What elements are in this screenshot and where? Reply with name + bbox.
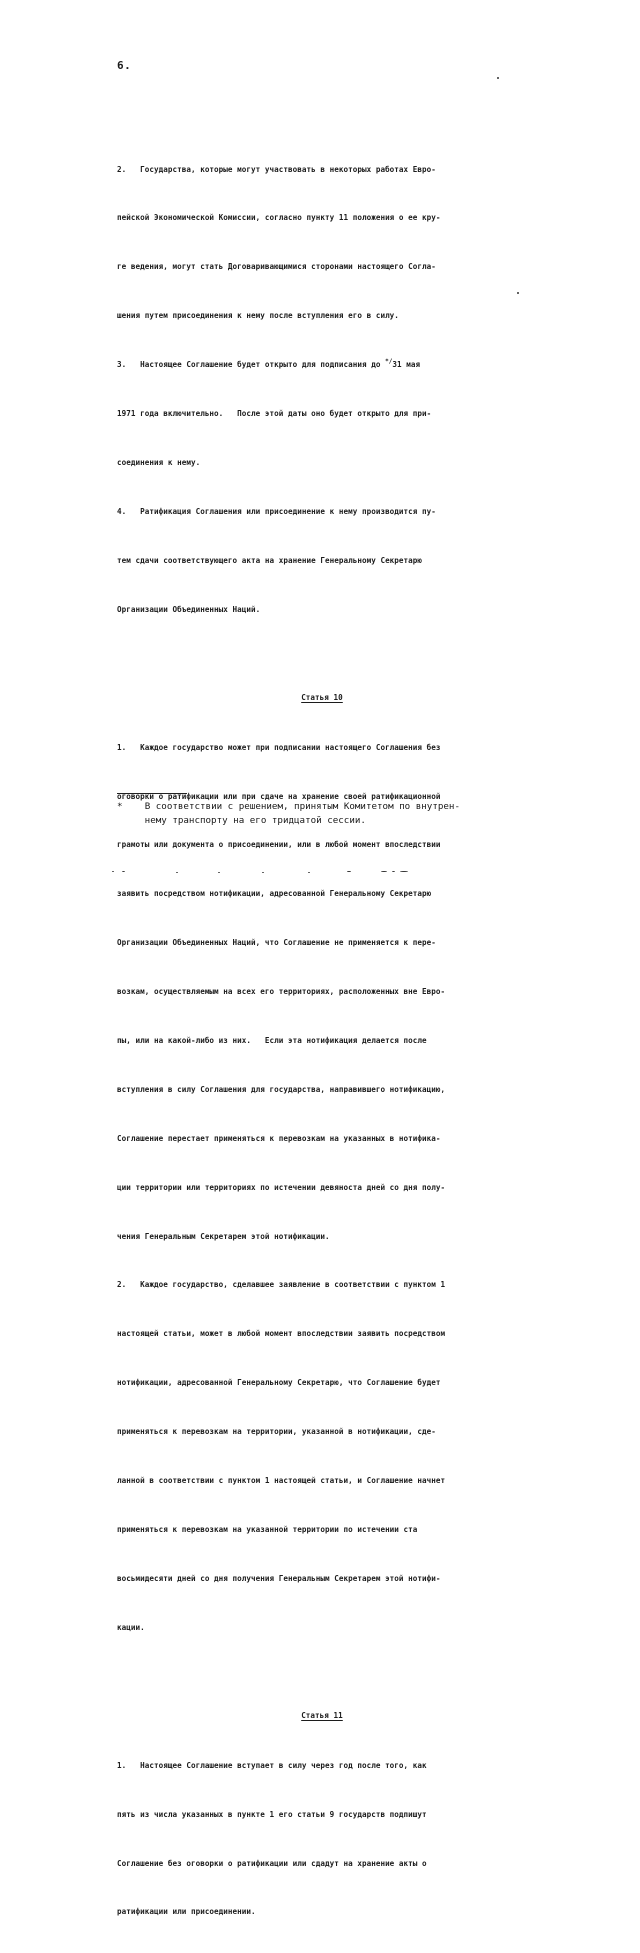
text-line: пы, или на какой-либо из них. Если эта нотификация делается после bbox=[117, 1036, 427, 1046]
scan-speck bbox=[122, 871, 125, 872]
text-line: применяться к перевозкам на указанной территории по истечении ста bbox=[117, 1524, 418, 1534]
text-line: вступления в силу Соглашения для государства, направившего нотификацию, bbox=[117, 1084, 446, 1094]
body-text bbox=[117, 129, 527, 1953]
text-line: ланной в соответствии с пунктом 1 настоящей статьи, и Соглашение начнет bbox=[117, 1476, 446, 1486]
text-line: оговорки о ратификации или при сдаче на хранение своей ратификационной bbox=[117, 791, 441, 801]
text-line: кации. bbox=[117, 1622, 145, 1632]
scan-speck bbox=[400, 871, 408, 872]
article-heading-text: Статья 10 bbox=[301, 693, 343, 703]
text-line: соединения к нему. bbox=[117, 457, 201, 467]
text-fragment: 3. Настоящее Соглашение будет открыто для подписания до bbox=[117, 360, 381, 370]
text-line: грамоты или документа о присоединении, или в любой момент впоследствии bbox=[117, 840, 441, 850]
scan-speck bbox=[381, 871, 387, 872]
footnote-divider bbox=[117, 793, 187, 794]
text-line: пять из числа указанных в пункте 1 его статьи 9 государств подпишут bbox=[117, 1809, 427, 1819]
text-line: 2. Каждое государство, сделавшее заявление в соответствии с пунктом 1 bbox=[117, 1280, 446, 1290]
footnote-line: нему транспорту на его тридцатой сессии. bbox=[144, 815, 366, 826]
scan-speck bbox=[497, 77, 499, 79]
article-heading bbox=[117, 1708, 527, 1725]
text-line: ратификации или присоединении. bbox=[117, 1907, 256, 1917]
article-heading bbox=[117, 690, 527, 707]
text-line: тем сдачи соответствующего акта на хранение Генеральному Секретарю bbox=[117, 555, 423, 565]
text-line: 1971 года включительно. После этой даты оно будет открыто для при- bbox=[117, 409, 432, 419]
text-line: заявить посредством нотификации, адресованной Генеральному Секретарю bbox=[117, 889, 432, 899]
text-line: 1. Настоящее Соглашение вступает в силу через год после того, как bbox=[117, 1760, 427, 1770]
text-line: ге ведения, могут стать Договаривающимися сторонами настоящего Согла- bbox=[117, 262, 436, 272]
text-line: настоящей статьи, может в любой момент впоследствии заявить посредством bbox=[117, 1329, 446, 1339]
text-line: применяться к перевозкам на территории, указанной в нотификации, сде- bbox=[117, 1427, 436, 1437]
footnote-line: В соответствии с решением, принятым Комитетом по внутрен- bbox=[144, 801, 460, 812]
text-fragment: 31 мая bbox=[392, 360, 421, 370]
text-line: Соглашение перестает применяться к перевозкам на указанных в нотифика- bbox=[117, 1133, 441, 1143]
scan-speck bbox=[176, 872, 178, 873]
scan-speck bbox=[218, 872, 220, 873]
text-line: 4. Ратификация Соглашения или присоединение к нему производится пу- bbox=[117, 506, 436, 516]
text-line: ции территории или территориях по истечении девяноста дней со дня полу- bbox=[117, 1182, 446, 1192]
text-line: возкам, осуществляемым на всех его территориях, расположенных вне Евро- bbox=[117, 987, 446, 997]
text-line: нотификации, адресованной Генеральному Секретарю, что Соглашение будет bbox=[117, 1378, 441, 1388]
text-line bbox=[117, 357, 527, 373]
text-line: чения Генеральным Секретарем этой нотификации. bbox=[117, 1231, 330, 1241]
footnote-marker: * bbox=[117, 801, 123, 812]
scan-speck bbox=[392, 871, 395, 872]
text-line: шения путем присоединения к нему после вступления его в силу. bbox=[117, 311, 399, 321]
scan-speck bbox=[112, 871, 114, 872]
article-heading-text: Статья 11 bbox=[301, 1711, 343, 1721]
text-line: Организации Объединенных Наций. bbox=[117, 604, 261, 614]
text-line: 1. Каждое государство может при подписании настоящего Соглашения без bbox=[117, 742, 441, 752]
page-number: 6. bbox=[117, 59, 132, 72]
text-line: пейской Экономической Комиссии, согласно пункту 11 положения о ее кру- bbox=[117, 213, 441, 223]
scan-speck bbox=[347, 871, 351, 872]
scan-artifacts bbox=[0, 868, 640, 876]
scan-speck bbox=[262, 872, 264, 873]
text-line: Организации Объединенных Наций, что Соглашение не применяется к пере- bbox=[117, 938, 436, 948]
text-line: Соглашение без оговорки о ратификации или сдадут на хранение акты о bbox=[117, 1858, 427, 1868]
text-line: восьмидесяти дней со дня получения Генеральным Секретарем этой нотифи- bbox=[117, 1573, 441, 1583]
footnote bbox=[117, 800, 537, 828]
text-line: 2. Государства, которые могут участвовать в некоторых работах Евро- bbox=[117, 164, 436, 174]
footnote-reference: */ bbox=[385, 358, 393, 366]
scan-speck bbox=[308, 872, 310, 873]
